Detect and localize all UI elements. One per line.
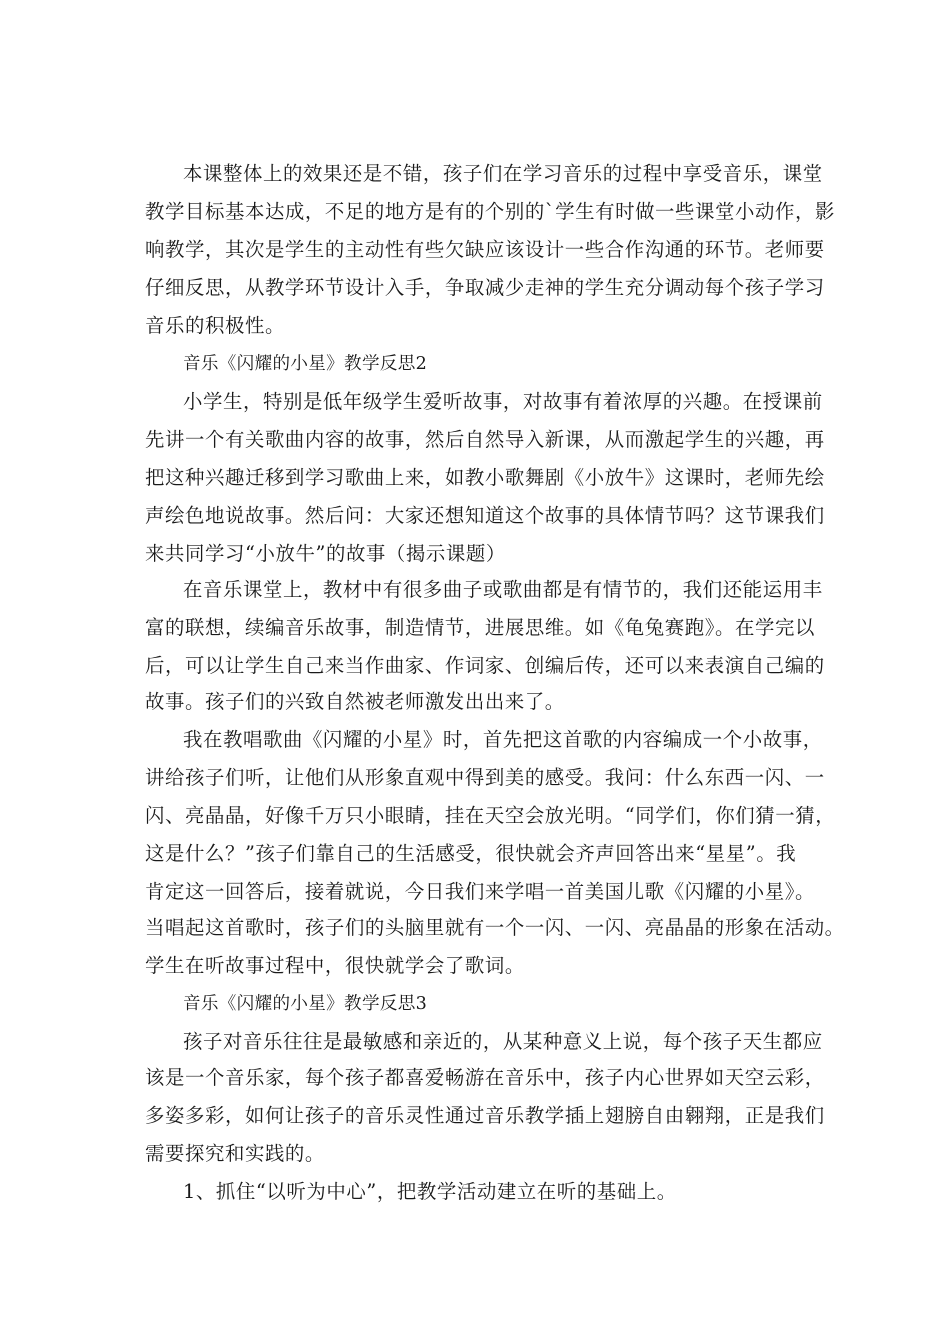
paragraph-2-line-3: 把这种兴趣迁移到学习歌曲上来，如教小歌舞剧《小放牛》这课时，老师先绘 <box>145 466 825 489</box>
paragraph-1-line-4: 仔细反思，从教学环节设计入手，争取减少走神的学生充分调动每个孩子学习 <box>145 276 825 299</box>
paragraph-1-line-2: 教学目标基本达成，不足的地方是有的个别的`学生有时做一些课堂小动作，影 <box>145 200 835 223</box>
paragraph-3-line-2: 富的联想，续编音乐故事，制造情节，进展思维。如《龟兔赛跑》。在学完以 <box>145 616 815 639</box>
paragraph-1-line-1: 本课整体上的效果还是不错，孩子们在学习音乐的过程中享受音乐，课堂 <box>183 162 823 185</box>
paragraph-4-line-7: 学生在听故事过程中，很快就学会了歌词。 <box>145 954 525 977</box>
paragraph-2-line-1: 小学生，特别是低年级学生爱听故事，对故事有着浓厚的兴趣。在授课前 <box>183 390 823 413</box>
paragraph-3-line-4: 故事。孩子们的兴致自然被老师激发出出来了。 <box>145 690 565 713</box>
paragraph-4-line-5: 肯定这一回答后，接着就说，今日我们来学唱一首美国儿歌《闪耀的小星》。 <box>145 880 815 903</box>
paragraph-4-line-1: 我在教唱歌曲《闪耀的小星》时，首先把这首歌的内容编成一个小故事， <box>183 728 823 751</box>
section-heading-2: 音乐《闪耀的小星》教学反思2 <box>183 354 428 374</box>
paragraph-3-line-1: 在音乐课堂上，教材中有很多曲子或歌曲都是有情节的，我们还能运用丰 <box>183 578 823 601</box>
paragraph-2-line-4: 声绘色地说故事。然后问：大家还想知道这个故事的具体情节吗？这节课我们 <box>145 504 825 527</box>
paragraph-4-line-3: 闪、亮晶晶，好像千万只小眼睛，挂在天空会放光明。“同学们，你们猜一猜， <box>145 804 836 827</box>
paragraph-2-line-2: 先讲一个有关歌曲内容的故事，然后自然导入新课，从而激起学生的兴趣，再 <box>145 428 825 451</box>
paragraph-5-line-1: 孩子对音乐往往是最敏感和亲近的，从某种意义上说，每个孩子天生都应 <box>183 1030 823 1053</box>
paragraph-4-line-2: 讲给孩子们听，让他们从形象直观中得到美的感受。我问：什么东西一闪、一 <box>145 766 825 789</box>
list-item-1: 1、抓住“以听为中心”，把教学活动建立在听的基础上。 <box>183 1180 677 1203</box>
section-heading-3: 音乐《闪耀的小星》教学反思3 <box>183 994 428 1014</box>
paragraph-4-line-6: 当唱起这首歌时，孩子们的头脑里就有一个一闪、一闪、亮晶晶的形象在活动。 <box>145 916 845 939</box>
paragraph-3-line-3: 后，可以让学生自己来当作曲家、作词家、创编后传，还可以来表演自己编的 <box>145 654 825 677</box>
paragraph-4-line-4: 这是什么？”孩子们靠自己的生活感受，很快就会齐声回答出来“星星”。我 <box>145 842 797 865</box>
paragraph-5-line-3: 多姿多彩，如何让孩子的音乐灵性通过音乐教学插上翅膀自由翱翔，正是我们 <box>145 1104 825 1127</box>
paragraph-5-line-2: 该是一个音乐家，每个孩子都喜爱畅游在音乐中，孩子内心世界如天空云彩， <box>145 1066 825 1089</box>
paragraph-1-line-5: 音乐的积极性。 <box>145 314 285 337</box>
paragraph-1-line-3: 响教学，其次是学生的主动性有些欠缺应该设计一些合作沟通的环节。老师要 <box>145 238 825 261</box>
paragraph-5-line-4: 需要探究和实践的。 <box>145 1142 325 1165</box>
paragraph-2-line-5: 来共同学习“小放牛”的故事（揭示课题） <box>145 542 506 565</box>
